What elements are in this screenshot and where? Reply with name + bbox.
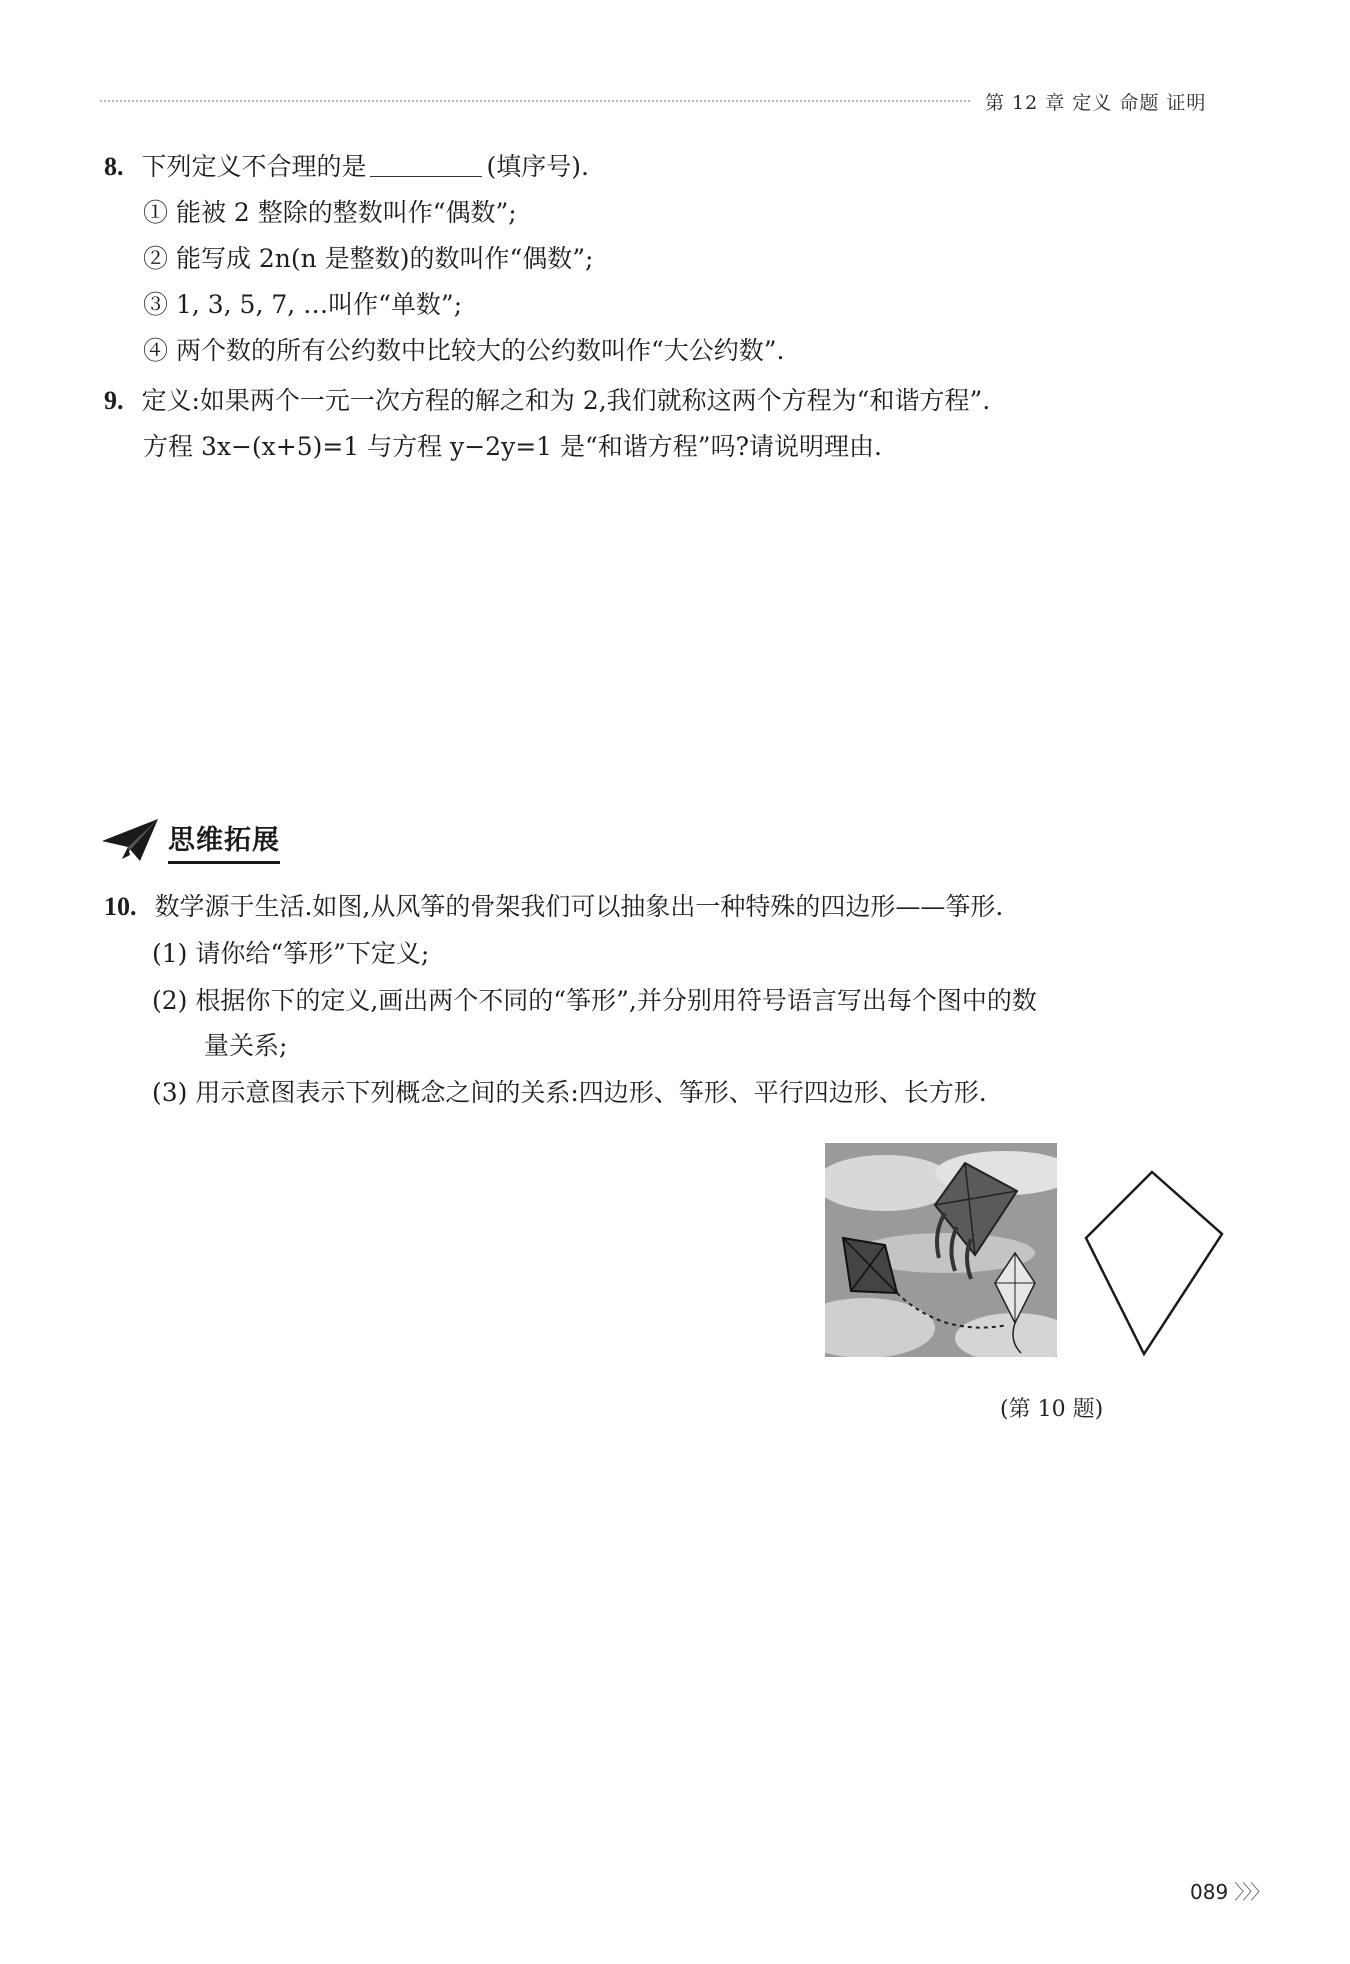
answer-blank[interactable]	[370, 152, 482, 177]
question-10-part-1: (1) 请你给“筝形”下定义;	[152, 939, 430, 968]
question-10-part-2-continued: 量关系;	[204, 1031, 288, 1060]
question-10-number: 10.	[104, 892, 137, 921]
paper-plane-icon	[100, 815, 160, 865]
question-10-part-3: (3) 用示意图表示下列概念之间的关系:四边形、筝形、平行四边形、长方形.	[152, 1078, 987, 1107]
kite-photo	[825, 1143, 1057, 1357]
question-8-option-3: ③ 1, 3, 5, 7, …叫作“单数”;	[143, 290, 463, 319]
chapter-header: 第 12 章 定义 命题 证明	[985, 92, 1207, 114]
section-title-thinking-extension: 思维拓展	[168, 818, 280, 864]
question-8-option-1: ① 能被 2 整除的整数叫作“偶数”;	[143, 198, 517, 227]
page-number-value: 089	[1190, 1880, 1229, 1904]
question-10-text: 数学源于生活.如图,从风筝的骨架我们可以抽象出一种特殊的四边形——筝形.	[154, 892, 1004, 921]
question-9-line-1	[104, 384, 990, 418]
question-10-part-2: (2) 根据你下的定义,画出两个不同的“筝形”,并分别用符号语言写出每个图中的数	[152, 986, 1037, 1015]
question-8-option-2: ② 能写成 2n(n 是整数)的数叫作“偶数”;	[143, 244, 594, 273]
chevron-right-icon: 〉〉〉	[1234, 1880, 1269, 1904]
header-divider	[100, 100, 970, 102]
kite-shape-diagram	[1082, 1168, 1226, 1358]
question-8-text-after: (填序号).	[486, 152, 589, 181]
question-10-stem	[104, 890, 1003, 924]
question-8-text-before: 下列定义不合理的是	[141, 152, 367, 181]
figure-caption: (第 10 题)	[1000, 1397, 1104, 1422]
question-9-definition: 定义:如果两个一元一次方程的解之和为 2,我们就称这两个方程为“和谐方程”.	[141, 386, 991, 415]
question-9-line-2: 方程 3x−(x+5)=1 与方程 y−2y=1 是“和谐方程”吗?请说明理由.	[143, 432, 882, 461]
page-number	[1190, 1876, 1268, 1905]
question-8-stem	[104, 150, 589, 184]
question-8-option-4: ④ 两个数的所有公约数中比较大的公约数叫作“大公约数”.	[143, 336, 785, 365]
question-8-number: 8.	[104, 152, 124, 181]
question-9-number: 9.	[104, 386, 124, 415]
